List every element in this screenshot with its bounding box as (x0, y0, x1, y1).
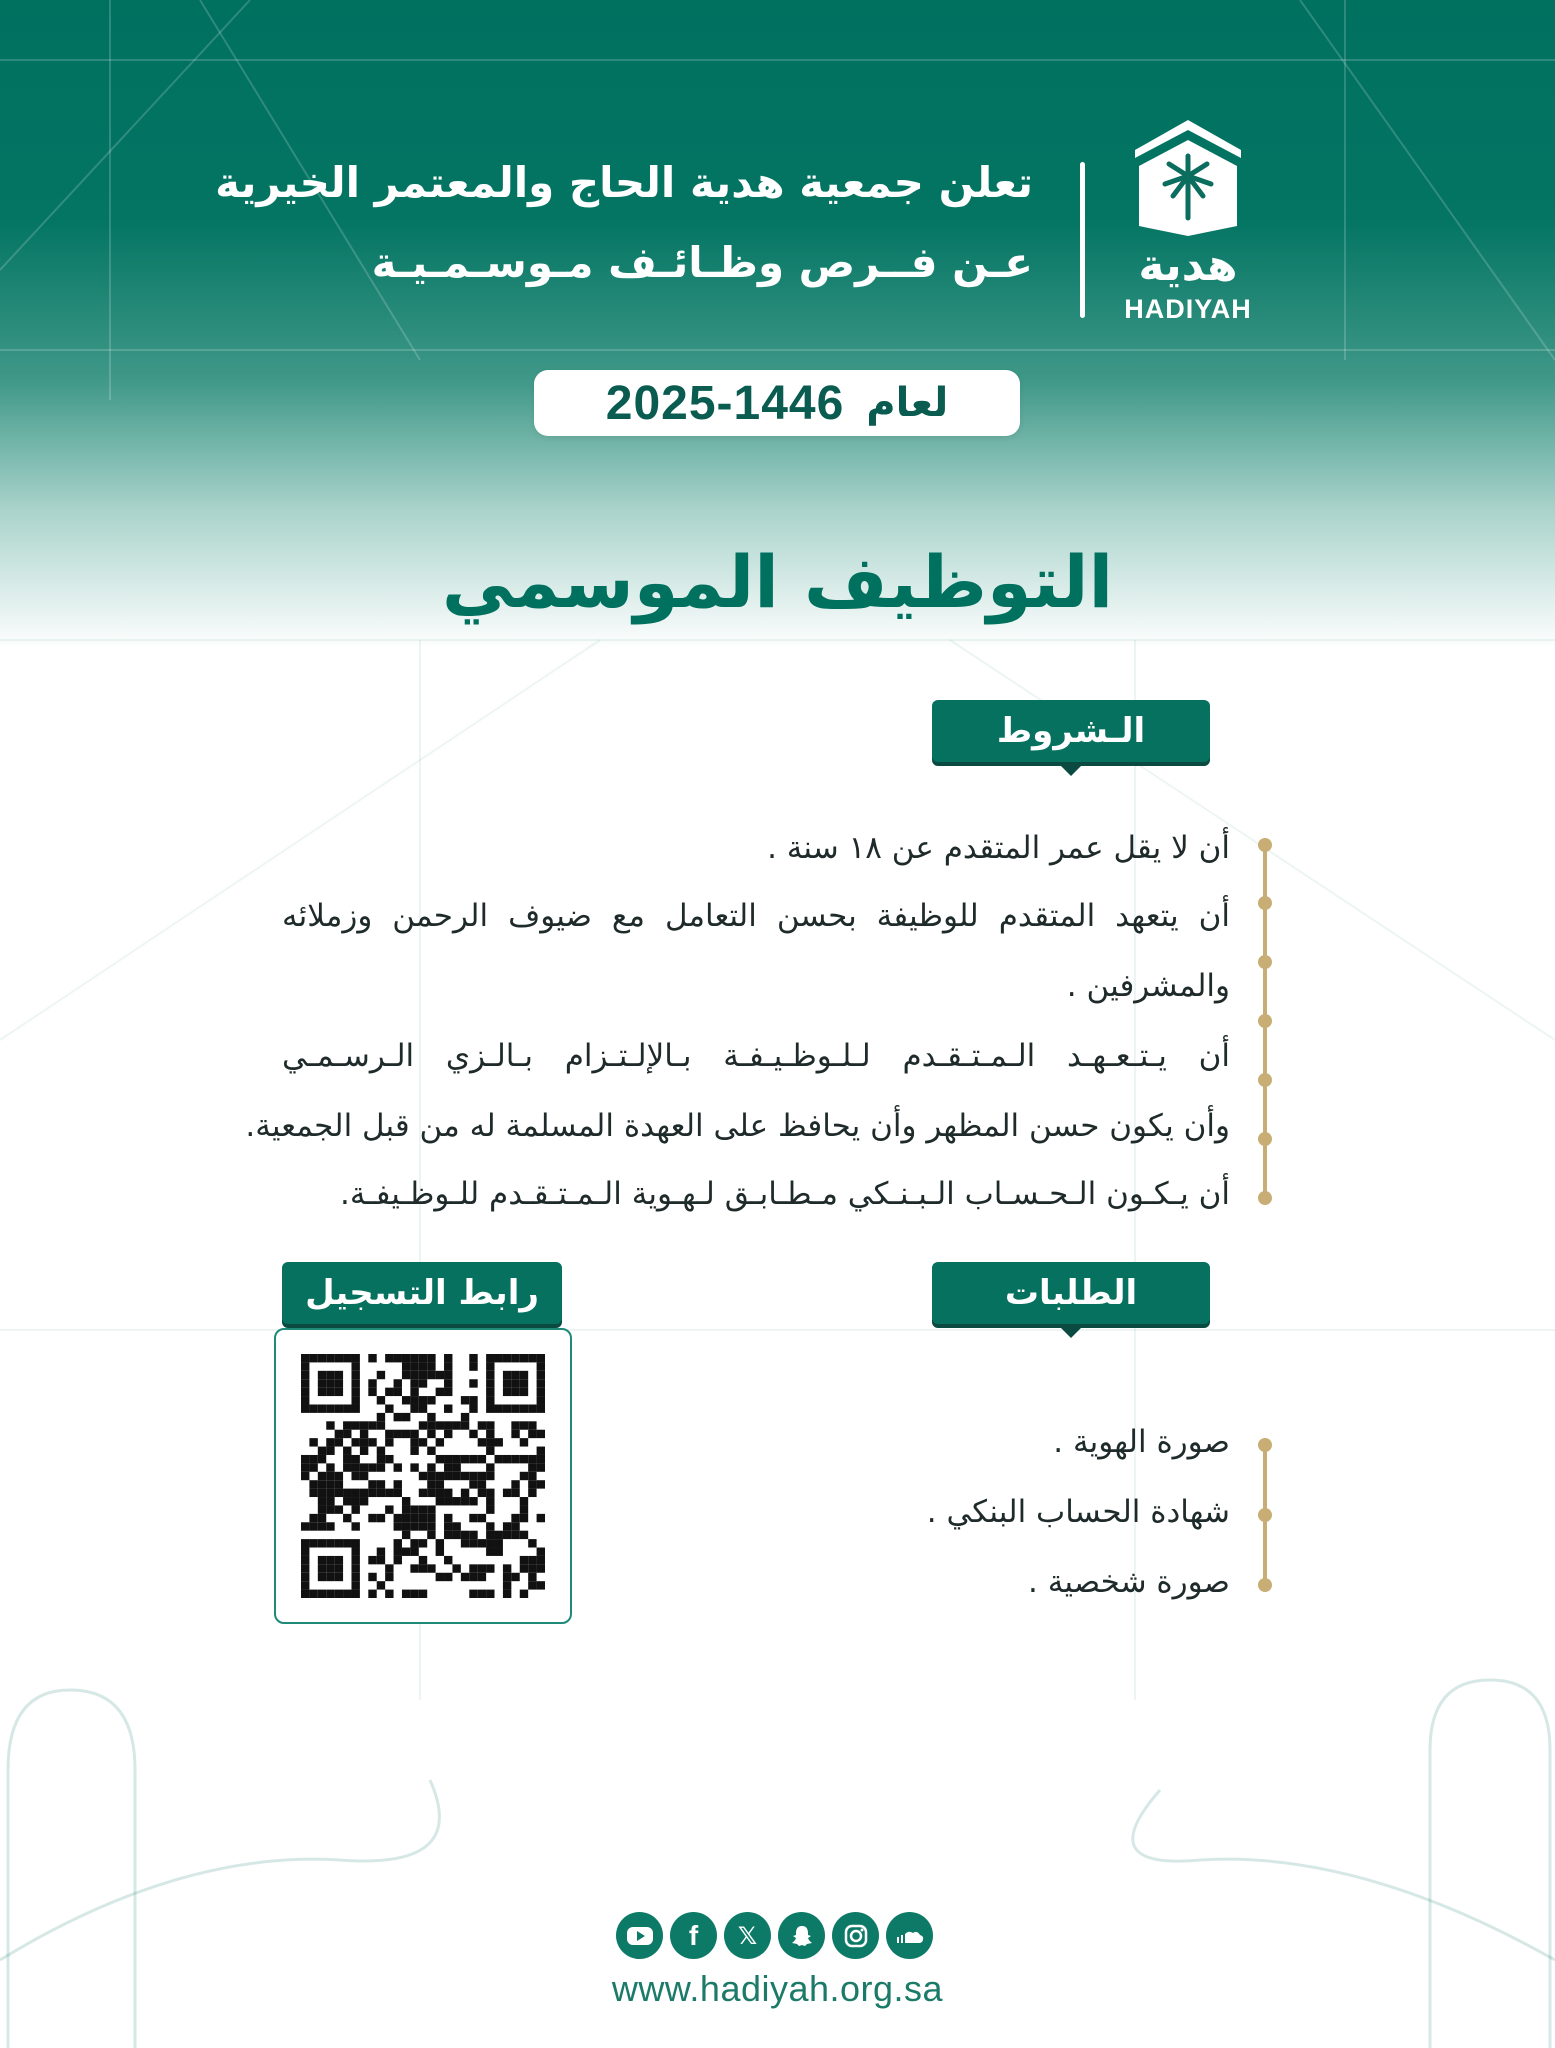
requirement-item: صورة الهوية . (1053, 1424, 1230, 1460)
condition-item: أن يـكـون الـحـسـاب الـبـنـكي مـطـابـق لـهـوية الـمـتـقـدم للـوظـيفـة. (340, 1176, 1230, 1212)
register-heading: رابط التسجيل (282, 1262, 562, 1324)
announcement-line-2: عـن فــرص وظـائـف مـوسـمـيـة (371, 238, 1033, 287)
bullet-dot (1258, 1132, 1272, 1146)
social-links (616, 1912, 933, 1962)
bullet-dot (1258, 1073, 1272, 1087)
bullet-dot (1258, 955, 1272, 969)
bullet-dot (1258, 1508, 1272, 1522)
instagram-icon[interactable] (832, 1912, 879, 1959)
website-link[interactable]: www.hadiyah.org.sa (611, 1968, 944, 2009)
bullet-dot (1258, 1578, 1272, 1592)
condition-item: أن يتعهد المتقدم للوظيفة بحسن التعامل مع ضيوف الرحمن وزملائه (282, 898, 1230, 934)
bullet-dot (1258, 1438, 1272, 1452)
logo-arabic-text: هدية (1138, 240, 1238, 291)
condition-item: والمشرفين . (1066, 968, 1230, 1004)
snapchat-icon[interactable] (778, 1912, 825, 1959)
condition-item: أن يـتـعـهـد الـمـتـقـدم لـلـوظـيـفـة بـالإلـتـزام بـالـزي الـرسـمـي (282, 1038, 1230, 1074)
youtube-icon[interactable] (616, 1912, 663, 1959)
page-title: التوظيف الموسمي (441, 540, 1114, 624)
hadiyah-logo (1108, 118, 1268, 328)
requirements-heading: الطلبات (932, 1262, 1210, 1324)
year-box (534, 370, 1020, 436)
requirement-item: صورة شخصية . (1028, 1564, 1230, 1600)
qr-code-icon (300, 1354, 546, 1598)
x-icon[interactable]: 𝕏 (724, 1912, 771, 1959)
logo-english-text: HADIYAH (1124, 294, 1252, 324)
header-divider (1080, 162, 1085, 318)
requirement-item: شهادة الحساب البنكي . (926, 1494, 1230, 1530)
registration-qr-code[interactable] (274, 1328, 572, 1624)
soundcloud-icon[interactable] (886, 1912, 933, 1959)
kaaba-palm-icon (1133, 118, 1243, 238)
bullet-dot (1258, 1191, 1272, 1205)
bullet-dot (1258, 896, 1272, 910)
facebook-icon[interactable]: f (670, 1912, 717, 1959)
bullet-dot (1258, 838, 1272, 852)
announcement-line-1: تعلن جمعية هدية الحاج والمعتمر الخيرية (215, 158, 1033, 207)
year-label: لعام (866, 380, 949, 426)
conditions-heading: الـشروط (932, 700, 1210, 762)
bullet-dot (1258, 1014, 1272, 1028)
year-value: 2025-1446 (605, 376, 845, 430)
condition-item: وأن يكون حسن المظهر وأن يحافظ على العهدة المسلمة له من قبل الجمعية. (245, 1108, 1230, 1144)
condition-item: أن لا يقل عمر المتقدم عن ١٨ سنة . (767, 830, 1230, 866)
